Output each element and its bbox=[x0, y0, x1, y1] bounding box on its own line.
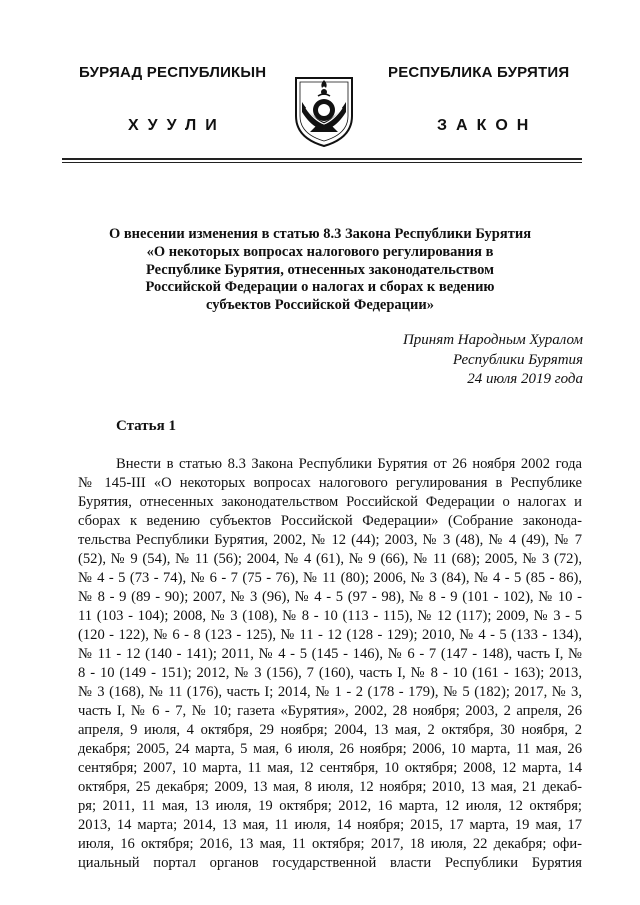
body-line: 8 - 10 (149 - 151); 2012, № 3 (156), 7 (160), часть I, № 8 - 10 (161 - 163); 2013, bbox=[78, 665, 582, 681]
body-line: циальный портал органов государственной власти Республики Бурятия bbox=[78, 855, 582, 871]
article-body bbox=[78, 455, 582, 873]
title-line: Республике Бурятия, отнесенных законодательством bbox=[145, 261, 494, 278]
adoption-line-2: Республики Бурятия bbox=[452, 351, 583, 368]
buryatia-coat-of-arms-icon bbox=[292, 72, 356, 148]
title-line: О внесении изменения в статью 8.3 Закона Республики Бурятия bbox=[108, 226, 532, 242]
body-line: декабря; 2005, 24 марта, 5 мая, 6 июля, 26 ноября; 2006, 10 марта, 11 мая, 26 bbox=[78, 741, 582, 757]
article-heading: Статья 1 bbox=[116, 418, 176, 434]
body-line: № 8 - 9 (89 - 90); 2007, № 3 (96), № 4 - 5 (97 - 98), № 8 - 9 (101 - 102), № 10 - bbox=[78, 589, 582, 605]
body-line: Внести в статью 8.3 Закона Республики Бурятия от 26 ноября 2002 года bbox=[116, 456, 582, 472]
body-line: (120 - 122), № 6 - 8 (123 - 125), № 11 - 12 (128 - 129); 2010, № 4 - 5 (133 - 134), bbox=[78, 627, 582, 643]
title-line: «О некоторых вопросах налогового регулирования в bbox=[146, 243, 494, 260]
adoption-line-1: Принят Народным Хуралом bbox=[402, 332, 583, 348]
body-line: октября, 25 декабря; 2009, 13 мая, 8 июля, 12 ноября; 2010, 13 мая, 21 декаб- bbox=[78, 779, 582, 795]
body-line: (52), № 9 (54), № 11 (56); 2004, № 4 (61), № 9 (66), № 11 (68); 2005, № 3 (72), bbox=[78, 551, 582, 567]
adoption-date: 24 июля 2019 года bbox=[467, 371, 583, 387]
body-line: № 3 (168), № 11 (176), часть I; 2014, № 1 - 2 (178 - 179), № 5 (182); 2017, № 3, bbox=[78, 684, 582, 700]
header-right-republic: РЕСПУБЛИКА БУРЯТИЯ bbox=[388, 64, 570, 81]
body-line: № 11 - 12 (140 - 141); 2011, № 4 - 5 (145 - 146), № 6 - 7 (147 - 148), часть I, № bbox=[78, 646, 582, 662]
law-title bbox=[70, 226, 570, 315]
body-line: ря; 2011, 11 мая, 13 июля, 19 октября; 2012, 16 марта, 12 июля, 12 октября; bbox=[78, 798, 582, 814]
body-line: тельства Республики Бурятия, 2002, № 12 (44); 2003, № 3 (48), № 4 (49), № 7 bbox=[78, 532, 582, 548]
title-line: субъектов Российской Федерации» bbox=[206, 297, 434, 314]
body-line: 2013, 14 марта; 2014, 13 мая, 11 июля, 14 ноября; 2015, 17 марта, 19 мая, 17 bbox=[78, 817, 582, 833]
header-right-doc-type: ЗАКОН bbox=[437, 117, 538, 134]
header-rule-thin bbox=[62, 162, 582, 163]
body-line: апреля, 9 июля, 4 октября, 29 ноября; 2004, 13 мая, 2 октября, 30 ноября, 2 bbox=[78, 722, 582, 738]
body-line: сентября; 2007, 10 марта, 11 мая, 12 сентября, 10 октября; 2008, 12 марта, 14 bbox=[78, 760, 582, 776]
body-line: часть I, № 6 - 7, № 10; газета «Бурятия», 2002, 28 ноября; 2003, 2 апреля, 26 bbox=[78, 703, 582, 719]
header-rule-thick bbox=[62, 158, 582, 160]
body-line: № 4 - 5 (73 - 74), № 6 - 7 (75 - 76), № 11 (80); 2006, № 3 (84), № 4 - 5 (85 - 86), bbox=[78, 570, 582, 586]
body-line: сборах к ведению субъектов Российской Федерации» (Собрание законода- bbox=[78, 513, 582, 529]
header-left-republic: БУРЯАД РЕСПУБЛИКЫН bbox=[79, 64, 267, 81]
header-left-doc-type: ХУУЛИ bbox=[128, 117, 226, 134]
body-line: 11 (103 - 104); 2008, № 3 (108), № 8 - 10 (113 - 115), № 12 (117); 2009, № 3 - 5 bbox=[78, 608, 582, 624]
body-line: июля, 16 октября; 2016, 13 мая, 11 октября; 2017, 18 июля, 22 декабря; офи- bbox=[78, 836, 582, 852]
body-line: Бурятия, отнесенных законодательством Российской Федерации о налогах и bbox=[78, 494, 582, 510]
body-line: № 145-III «О некоторых вопросах налогового регулирования в Республике bbox=[78, 475, 582, 491]
adoption-block bbox=[403, 331, 583, 390]
title-line: Российской Федерации о налогах и сборах к ведению bbox=[145, 279, 495, 296]
